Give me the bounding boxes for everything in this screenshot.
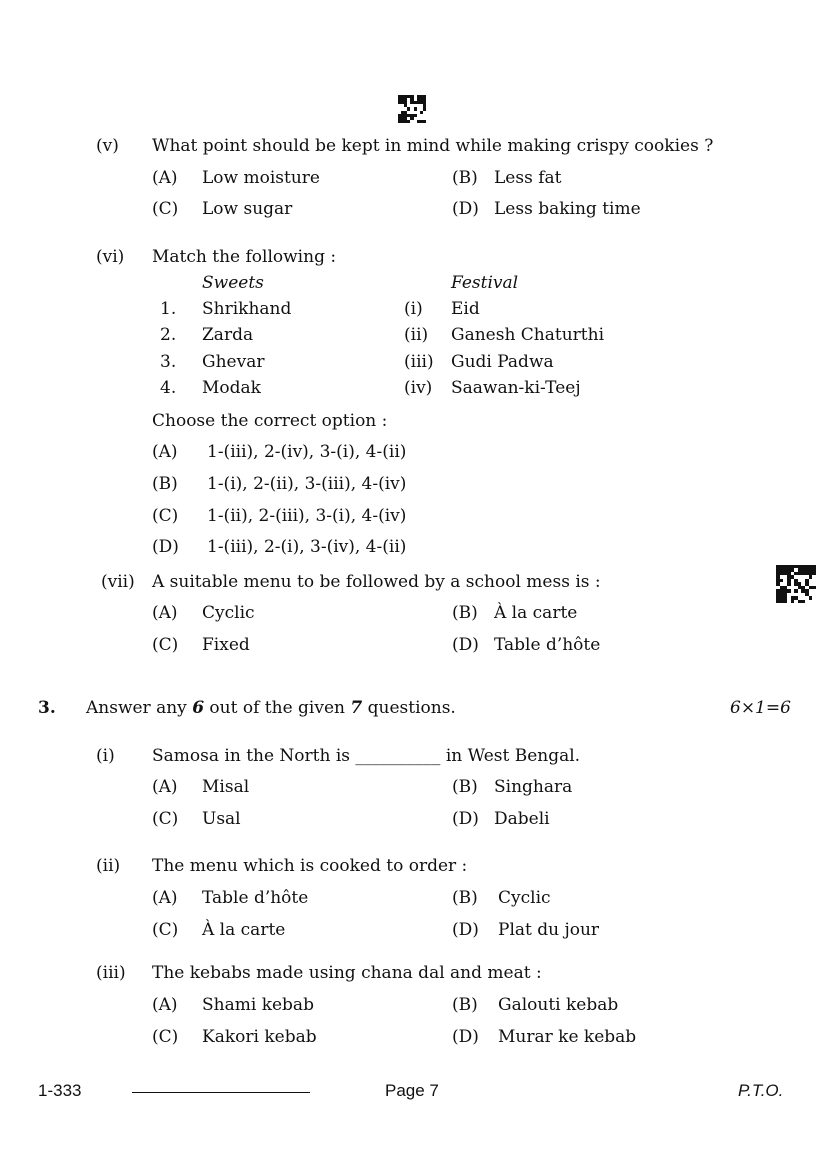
- side-qr-code-icon: [776, 565, 816, 603]
- option-label: (B): [452, 888, 478, 908]
- column-header-sweets: Sweets: [202, 273, 264, 293]
- option-text: Low moisture: [202, 168, 320, 188]
- choose-instruction: Choose the correct option :: [152, 411, 388, 431]
- option-label: (A): [152, 995, 178, 1015]
- option-text: Shami kebab: [202, 995, 314, 1015]
- question-number: (v): [96, 136, 119, 156]
- option-label: (C): [152, 635, 179, 655]
- match-row-number: 3.: [160, 352, 177, 372]
- option-text: Cyclic: [498, 888, 551, 908]
- match-sweet: Zarda: [202, 325, 254, 345]
- match-roman: (ii): [404, 325, 429, 345]
- match-festival: Saawan-ki-Teej: [451, 378, 581, 398]
- option-text: Usal: [202, 809, 241, 829]
- instruction-part: Answer any: [86, 698, 193, 718]
- question-3-instruction: [86, 698, 456, 718]
- option-label: (A): [152, 168, 178, 188]
- option-label: (A): [152, 777, 178, 797]
- please-turn-over: P.T.O.: [738, 1081, 784, 1100]
- match-row-number: 1.: [160, 299, 177, 319]
- question-number: (iii): [96, 963, 126, 983]
- option-label: (D): [452, 920, 479, 940]
- instruction-count-total: 7: [350, 698, 363, 718]
- option-label: (B): [452, 777, 478, 797]
- match-sweet: Ghevar: [202, 352, 265, 372]
- option-label: (B): [152, 474, 178, 494]
- match-festival: Eid: [451, 299, 480, 319]
- option-label: (C): [152, 1027, 179, 1047]
- instruction-part: questions.: [362, 698, 456, 718]
- option-text: Dabeli: [494, 809, 550, 829]
- option-label: (B): [452, 168, 478, 188]
- option-label: (A): [152, 888, 178, 908]
- match-roman: (iii): [404, 352, 434, 372]
- question-number: (vii): [101, 572, 135, 592]
- question-text: The menu which is cooked to order :: [152, 856, 468, 876]
- match-festival: Ganesh Chaturthi: [451, 325, 605, 345]
- option-label: (D): [152, 537, 179, 557]
- option-label: (C): [152, 199, 179, 219]
- option-text: 1-(iii), 2-(iv), 3-(i), 4-(ii): [207, 442, 407, 462]
- option-text: Singhara: [494, 777, 573, 797]
- option-label: (A): [152, 442, 178, 462]
- option-text: Low sugar: [202, 199, 293, 219]
- question-text: The kebabs made using chana dal and meat :: [152, 963, 542, 983]
- option-text: À la carte: [202, 920, 286, 940]
- marks-allocation: 6×1=6: [730, 698, 791, 718]
- option-text: Fixed: [202, 635, 250, 655]
- option-text: À la carte: [494, 603, 578, 623]
- option-label: (A): [152, 603, 178, 623]
- question-text: Match the following :: [152, 247, 337, 267]
- page-number: Page 7: [385, 1081, 439, 1100]
- question-3-number: 3.: [38, 698, 56, 718]
- option-text: Kakori kebab: [202, 1027, 317, 1047]
- option-label: (D): [452, 199, 479, 219]
- option-text: Galouti kebab: [498, 995, 619, 1015]
- question-text: Samosa in the North is __________ in West Bengal.: [152, 746, 581, 766]
- option-text: Cyclic: [202, 603, 255, 623]
- match-roman: (iv): [404, 378, 433, 398]
- option-label: (D): [452, 1027, 479, 1047]
- footer-rule: [132, 1092, 310, 1093]
- match-row-number: 2.: [160, 325, 177, 345]
- option-text: Table d’hôte: [202, 888, 309, 908]
- match-roman: (i): [404, 299, 423, 319]
- option-text: Less baking time: [494, 199, 641, 219]
- question-text: A suitable menu to be followed by a school mess is :: [152, 572, 601, 592]
- option-label: (B): [452, 603, 478, 623]
- column-header-festival: Festival: [451, 273, 519, 293]
- match-sweet: Modak: [202, 378, 261, 398]
- instruction-count-answer: 6: [192, 698, 205, 718]
- option-text: Misal: [202, 777, 250, 797]
- option-text: Plat du jour: [498, 920, 600, 940]
- option-label: (C): [152, 809, 179, 829]
- option-text: Table d’hôte: [494, 635, 601, 655]
- question-number: (ii): [96, 856, 121, 876]
- option-text: 1-(i), 2-(ii), 3-(iii), 4-(iv): [207, 474, 407, 494]
- match-row-number: 4.: [160, 378, 177, 398]
- match-sweet: Shrikhand: [202, 299, 292, 319]
- option-text: 1-(ii), 2-(iii), 3-(i), 4-(iv): [207, 506, 407, 526]
- top-qr-code-icon: [398, 95, 426, 123]
- question-number: (vi): [96, 247, 125, 267]
- question-number: (i): [96, 746, 115, 766]
- match-festival: Gudi Padwa: [451, 352, 554, 372]
- instruction-part: out of the given: [204, 698, 351, 718]
- option-label: (C): [152, 506, 179, 526]
- question-text: What point should be kept in mind while making crispy cookies ?: [152, 136, 714, 156]
- option-text: Murar ke kebab: [498, 1027, 637, 1047]
- option-label: (B): [452, 995, 478, 1015]
- option-text: Less fat: [494, 168, 562, 188]
- option-label: (D): [452, 635, 479, 655]
- paper-code: 1-333: [38, 1081, 82, 1100]
- option-text: 1-(iii), 2-(i), 3-(iv), 4-(ii): [207, 537, 407, 557]
- option-label: (C): [152, 920, 179, 940]
- option-label: (D): [452, 809, 479, 829]
